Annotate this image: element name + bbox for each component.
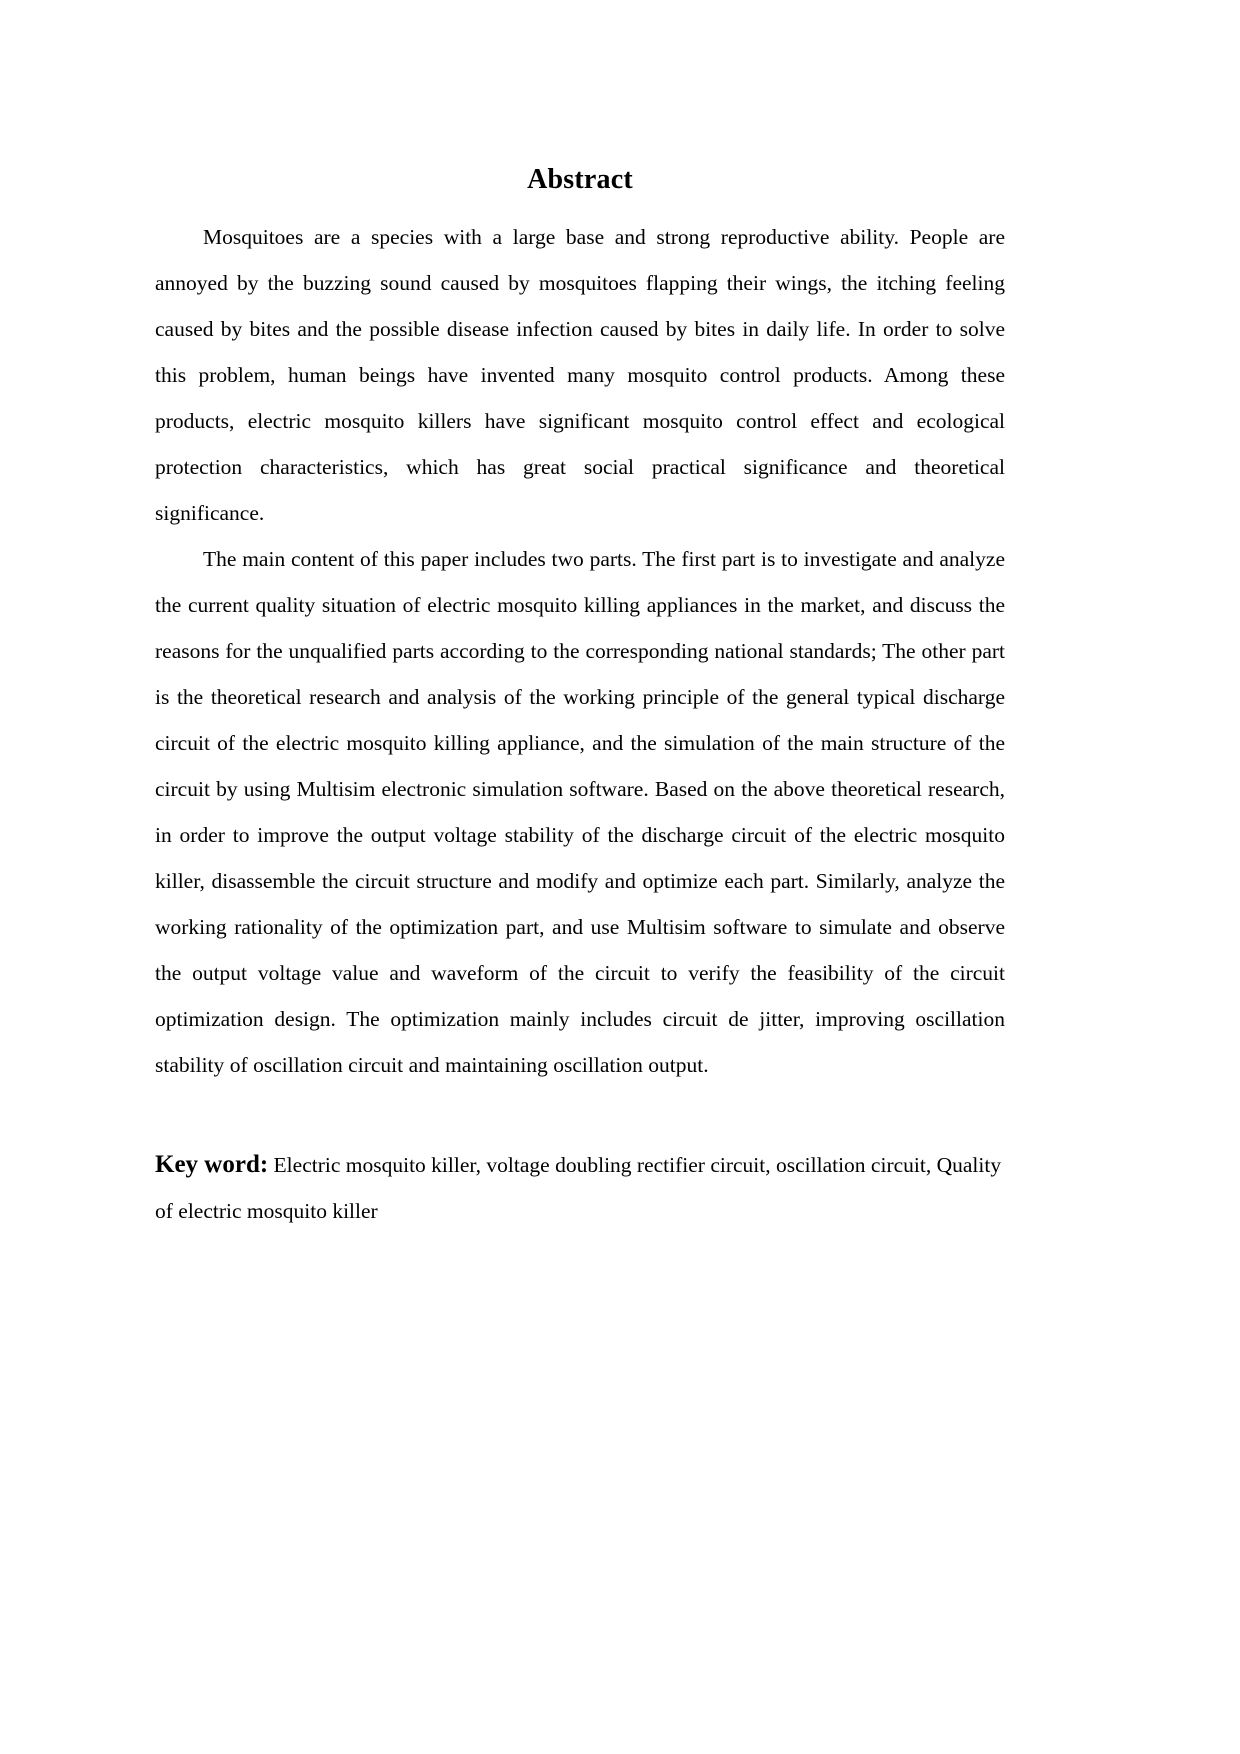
keywords-list: Electric mosquito killer, voltage doubling rectifier circuit, oscillation circuit, Quality of electric mosquito killer	[155, 1153, 1002, 1223]
abstract-paragraph-1: Mosquitoes are a species with a large base and strong reproductive ability. People are annoyed by the buzzing sound caused by mosquitoes flapping their wings, the itching feeling caused by bites and the possible disease infection caused by bites in daily life. In order to solve this problem, human beings have invented many mosquito control products. Among these products, electric mosquito killers have significant mosquito control effect and ecological protection characteristics, which has great social practical significance and theoretical significance.	[155, 225, 1005, 525]
keywords-label: Key word:	[155, 1151, 269, 1178]
page-title: Abstract	[527, 164, 633, 195]
page-content	[155, 160, 1005, 1256]
keywords-block	[155, 1142, 1005, 1234]
abstract-paragraph-2: The main content of this paper includes two parts. The first part is to investigate and analyze the current quality situation of electric mosquito killing appliances in the market, and discuss the reasons for the unqualified parts according to the corresponding national standards; The other part is the theoretical research and analysis of the working principle of the general typical discharge circuit of the electric mosquito killing appliance, and the simulation of the main structure of the circuit by using Multisim electronic simulation software. Based on the above theoretical research, in order to improve the output voltage stability of the discharge circuit of the electric mosquito killer, disassemble the circuit structure and modify and optimize each part. Similarly, analyze the working rationality of the optimization part, and use Multisim software to simulate and observe the output voltage value and waveform of the circuit to verify the feasibility of the circuit optimization design. The optimization mainly includes circuit de jitter, improving oscillation stability of oscillation circuit and maintaining oscillation output.	[155, 547, 1005, 1077]
